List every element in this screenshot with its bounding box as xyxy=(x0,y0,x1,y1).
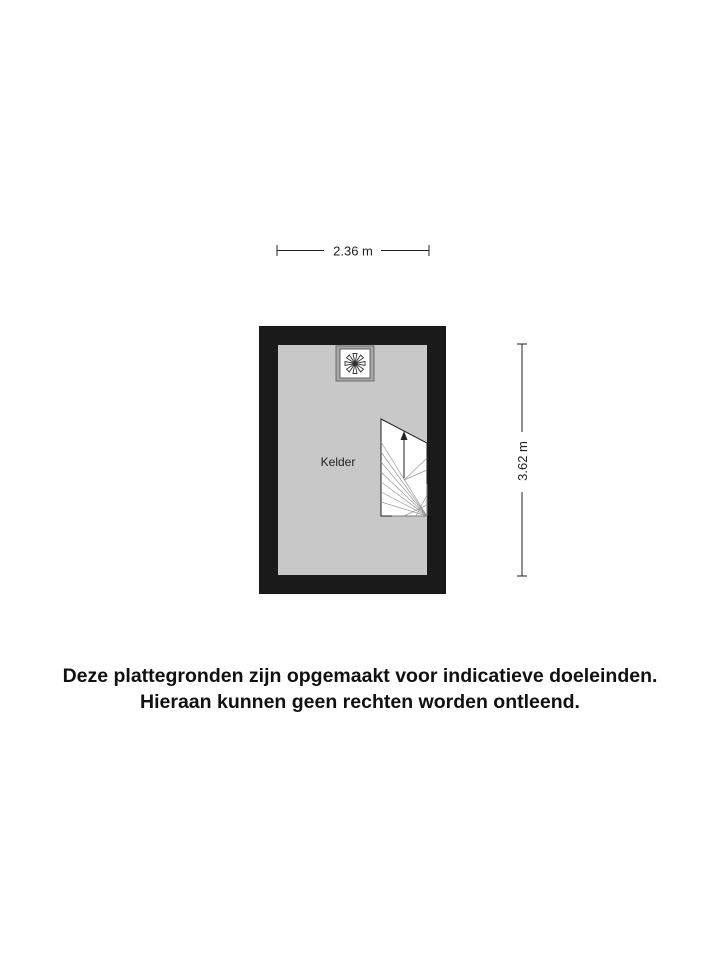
width-dimension xyxy=(277,244,429,259)
ventilation-fan-icon xyxy=(336,346,374,381)
disclaimer-line-2: Hieraan kunnen geen rechten worden ontleend. xyxy=(140,691,580,713)
width-dimension-label: 2.36 m xyxy=(333,243,373,259)
disclaimer-line-1: Deze plattegronden zijn opgemaakt voor indicatieve doeleinden. xyxy=(62,665,658,687)
depth-dimension xyxy=(515,344,530,576)
room-label-kelder: Kelder xyxy=(320,455,356,469)
depth-dimension-label: 3.62 m xyxy=(515,441,530,481)
